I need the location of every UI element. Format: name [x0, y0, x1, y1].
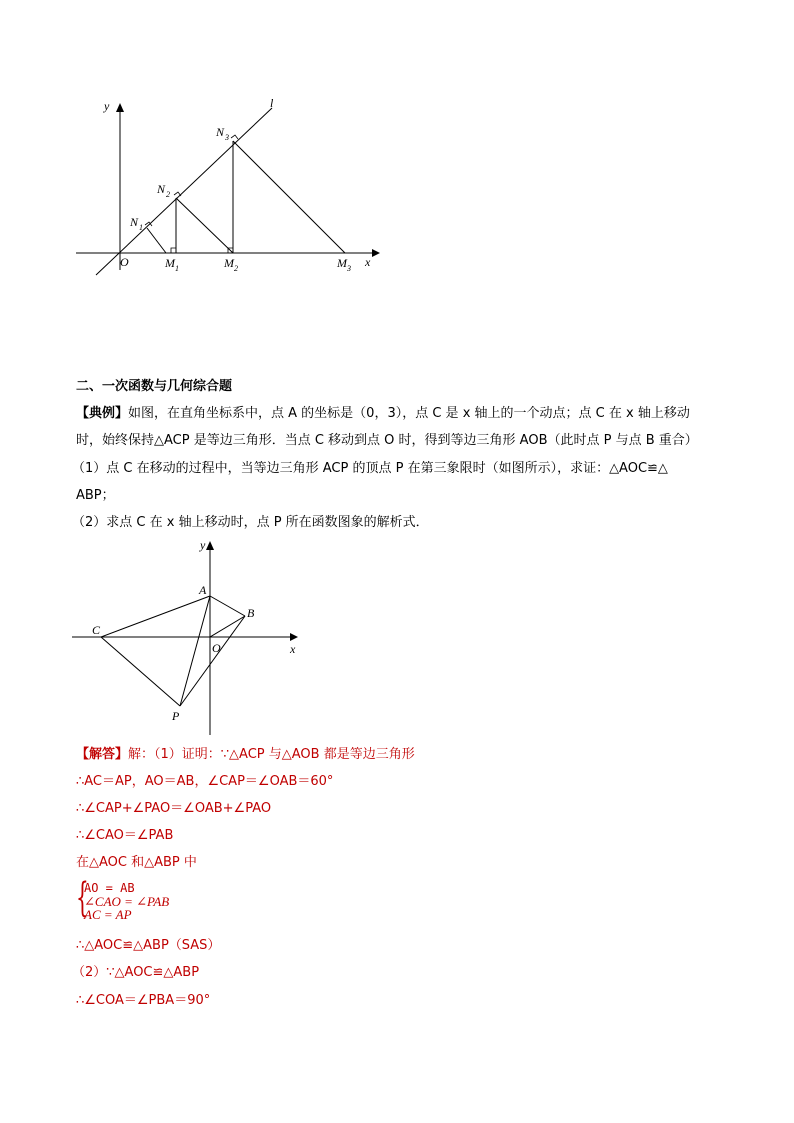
solution-line-2: ∴AC＝AP，AO＝AB，∠CAP＝∠OAB＝60° [76, 774, 334, 789]
right-angle-mark [231, 135, 238, 139]
label-m2-sub: 2 [234, 264, 238, 273]
solution-tag: 【解答】 [76, 747, 129, 762]
example-tag: 【典例】 [76, 406, 129, 421]
label-m1-sub: 1 [175, 264, 179, 273]
label-n1-sub: 1 [139, 223, 143, 232]
label-l: l [270, 96, 274, 110]
equation-system [76, 875, 236, 924]
label-n3: N [216, 125, 225, 139]
label-n2-sub: 2 [166, 190, 170, 199]
solution-text-1: 解：（1）证明：∵△ACP 与△AOB 都是等边三角形 [128, 747, 415, 762]
label-m3-sub: 3 [347, 264, 351, 273]
segment-ca [101, 596, 210, 637]
label-m3: M [337, 256, 347, 270]
solution-line-5: 在△AOC 和△ABP 中 [76, 855, 197, 870]
label-y: y [104, 99, 110, 113]
question-1-line-1: （1）点 C 在移动的过程中，当等边三角形 ACP 的顶点 P 在第三象限时（如图所示），求证：△AOC≌△ [72, 461, 668, 476]
segment-bp [180, 616, 245, 706]
solution-line-7: （2）∵△AOC≌△ABP [72, 965, 200, 980]
system-row-2: ∠CAO = ∠PAB [84, 894, 170, 909]
example-line-1 [76, 405, 690, 423]
label-o: O [212, 641, 221, 655]
label-p: P [172, 709, 180, 723]
figure-1-diagram [60, 90, 390, 280]
x-axis-arrow [290, 633, 298, 641]
segment-cp [101, 637, 180, 706]
system-row-3: AC = AP [84, 907, 132, 922]
label-m2: M [224, 256, 234, 270]
y-axis-arrow [116, 103, 124, 112]
label-n1: N [130, 215, 139, 229]
solution-line-8: ∴∠COA＝∠PBA＝90° [76, 993, 211, 1008]
label-x: x [290, 642, 296, 656]
question-1-line-2: ABP； [76, 488, 115, 503]
section-heading: 二、一次函数与几何综合题 [76, 379, 233, 394]
solution-line-3: ∴∠CAP+∠PAO＝∠OAB+∠PAO [76, 801, 272, 816]
n2-m2-segment [176, 198, 233, 253]
label-x: x [365, 255, 371, 269]
solution-line-4: ∴∠CAO＝∠PAB [76, 828, 174, 843]
label-o: O [120, 255, 129, 269]
solution-line-1 [76, 746, 415, 764]
y-axis-arrow [206, 541, 214, 550]
example-text-1: 如图，在直角坐标系中，点 A 的坐标是（0，3），点 C 是 x 轴上的一个动点；点 C 在 x 轴上移动 [128, 406, 690, 421]
example-line-2: 时，始终保持△ACP 是等边三角形．当点 C 移动到点 O 时，得到等边三角形 AOB（此时点 P 与点 B 重合） [76, 433, 698, 448]
n1-m1-segment [147, 228, 166, 253]
label-n3-sub: 3 [225, 133, 229, 142]
label-b: B [247, 606, 255, 620]
segment-ap [180, 596, 210, 706]
system-brace: { [76, 875, 89, 921]
segment-ob [210, 616, 245, 637]
n3-m3-segment [233, 141, 345, 253]
system-row-1: AO = AB [84, 881, 135, 895]
label-a: A [199, 583, 207, 597]
label-c: C [92, 623, 101, 637]
figure-2-diagram [60, 533, 310, 738]
x-axis-arrow [372, 249, 380, 257]
line-l [96, 108, 272, 275]
question-2: （2）求点 C 在 x 轴上移动时，点 P 所在函数图象的解析式． [72, 515, 429, 530]
label-y: y [200, 538, 206, 552]
segment-ab [210, 596, 245, 616]
right-angle-mark [171, 248, 176, 253]
label-n2: N [157, 182, 166, 196]
solution-line-6: ∴△AOC≌△ABP（SAS） [76, 938, 221, 953]
label-m1: M [165, 256, 175, 270]
